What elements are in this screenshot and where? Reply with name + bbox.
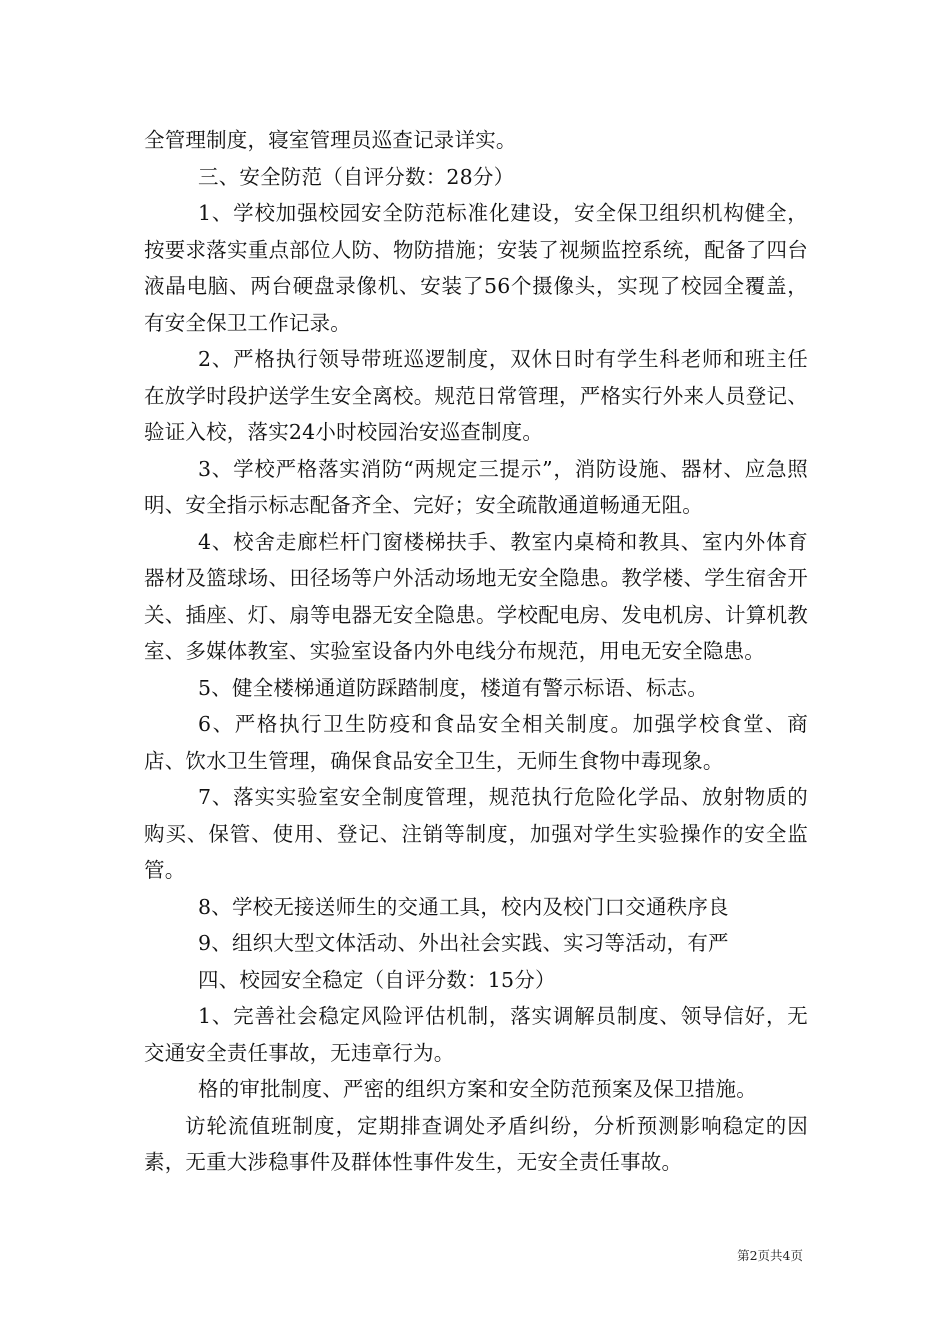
section-heading-safety-prevention: 三、安全防范（自评分数：28分）	[198, 164, 515, 189]
paragraph-duty-system: 访轮流值班制度，定期排查调处矛盾纠纷，分析预测影响稳定的因素，无重大涉稳事件及群体性事件发生，无安全责任事故。	[144, 1113, 808, 1174]
paragraph-item-4: 4、校舍走廊栏杆门窗楼梯扶手、教室内桌椅和教具、室内外体育器材及篮球场、田径场等户外活动场地无安全隐患。教学楼、学生宿舍开关、插座、灯、扇等电器无安全隐患。学校配电房、发电机房、计算机教室、多媒体教室、实验室设备内外电线分布规范，用电无安全隐患。	[144, 529, 808, 663]
paragraph-stability-item-1: 1、完善社会稳定风险评估机制，落实调解员制度、领导信好，无交通安全责任事故，无违章行为。	[144, 1004, 808, 1065]
paragraph-item-5: 5、健全楼梯通道防踩踏制度，楼道有警示标语、标志。	[198, 675, 709, 700]
document-body	[144, 122, 808, 1181]
paragraph-item-6: 6、严格执行卫生防疫和食品安全相关制度。加强学校食堂、商店、饮水卫生管理，确保食品安全卫生，无师生食物中毒现象。	[144, 712, 808, 773]
paragraph-item-7: 7、落实实验室安全制度管理，规范执行危险化学品、放射物质的购买、保管、使用、登记、注销等制度，加强对学生实验操作的安全监管。	[144, 785, 808, 882]
paragraph-item-1: 1、学校加强校园安全防范标准化建设，安全保卫组织机构健全，按要求落实重点部位人防、物防措施；安装了视频监控系统，配备了四台液晶电脑、两台硬盘录像机、安装了56个摄像头，实现了校园全覆盖，有安全保卫工作记录。	[144, 201, 808, 335]
paragraph-item-2: 2、严格执行领导带班巡逻制度，双休日时有学生科老师和班主任在放学时段护送学生安全离校。规范日常管理，严格实行外来人员登记、验证入校，落实24小时校园治安巡查制度。	[144, 347, 808, 444]
paragraph-item-8: 8、学校无接送师生的交通工具，校内及校门口交通秩序良	[198, 894, 729, 919]
section-heading-campus-stability: 四、校园安全稳定（自评分数：15分）	[198, 967, 556, 992]
paragraph-item-9: 9、组织大型文体活动、外出社会实践、实习等活动，有严	[198, 931, 729, 955]
paragraph-approval-system: 格的审批制度、严密的组织方案和安全防范预案及保卫措施。	[198, 1077, 757, 1101]
paragraph-item-3: 3、学校严格落实消防“两规定三提示”，消防设施、器材、应急照明、安全指示标志配备齐全、完好；安全疏散通道畅通无阻。	[144, 456, 808, 517]
paragraph-continuation: 全管理制度，寝室管理员巡查记录详实。	[144, 128, 517, 152]
page-number-footer: 第2页共4页	[737, 1248, 803, 1263]
